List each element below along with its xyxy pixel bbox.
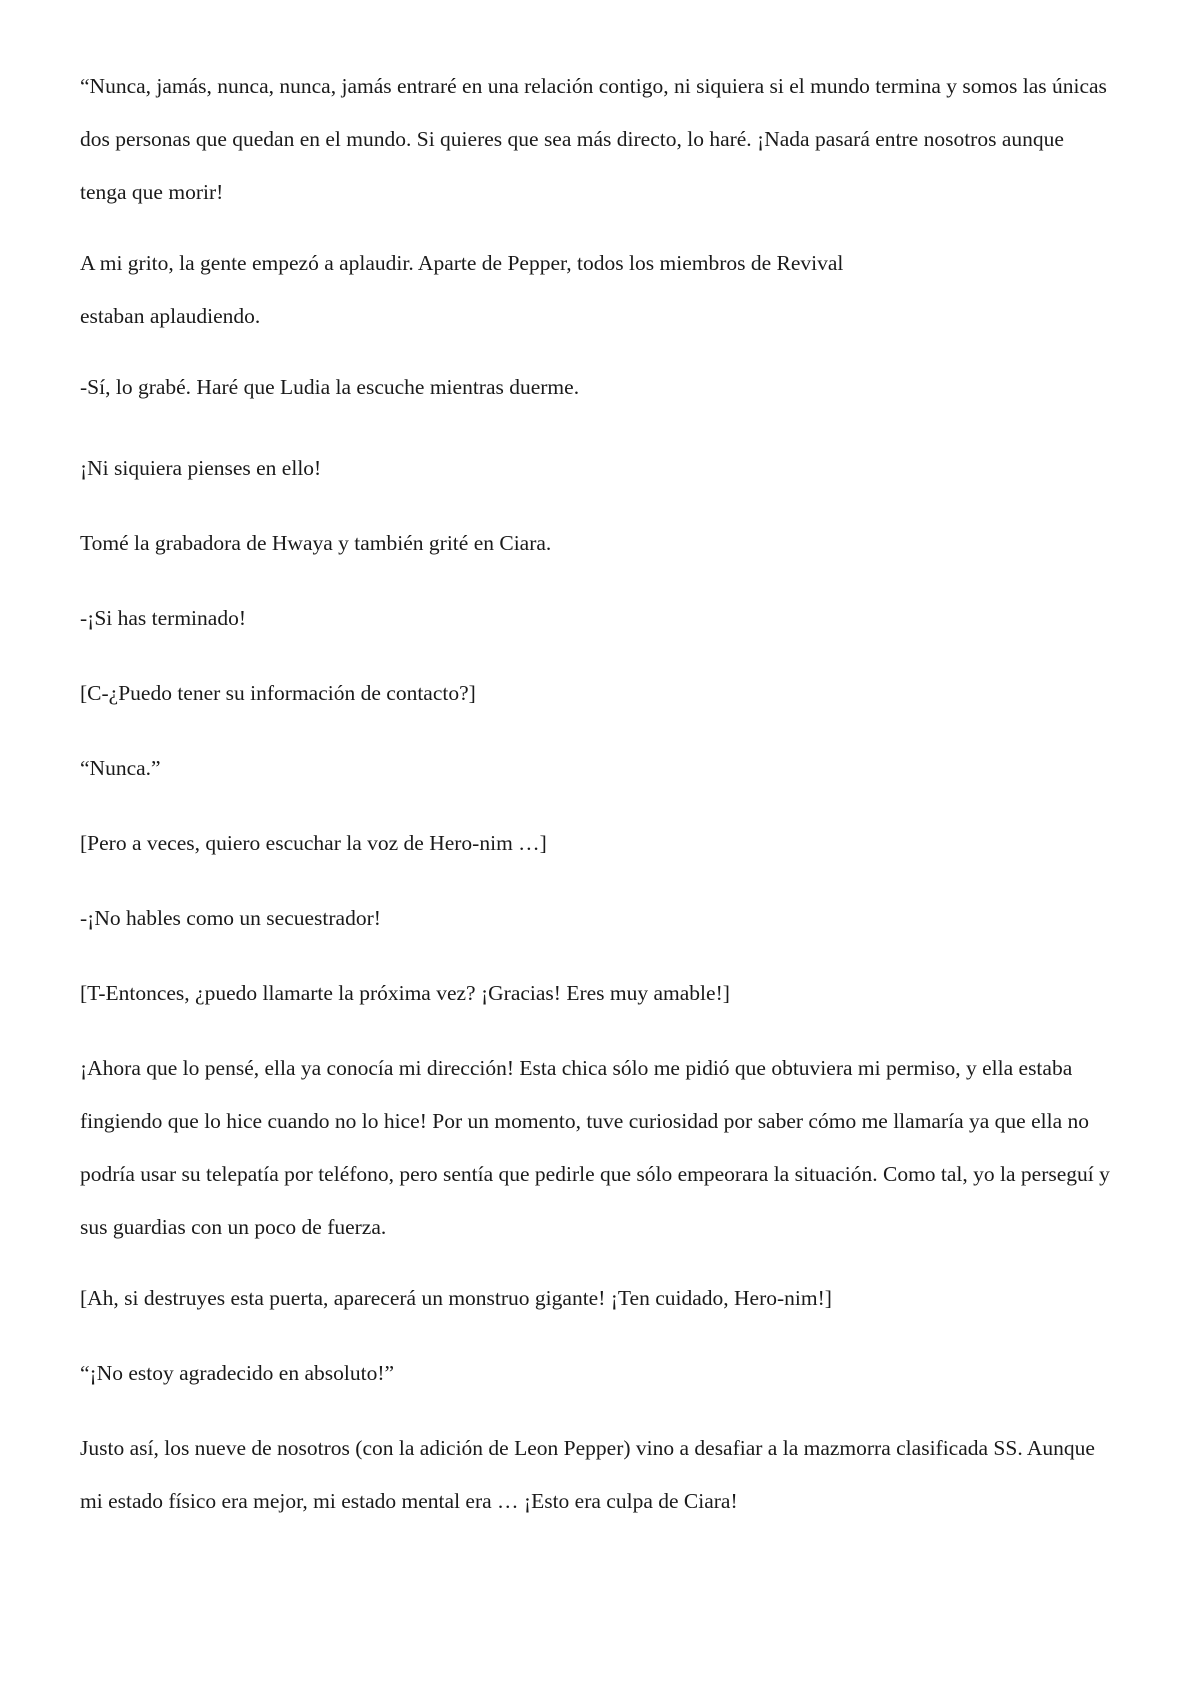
paragraph-10: [Pero a veces, quiero escuchar la voz de Hero-nim …] [80, 831, 547, 855]
paragraph-13: ¡Ahora que lo pensé, ella ya conocía mi dirección! Esta chica sólo me pidió que obtuviera mi permiso, y ella estaba fingiendo que lo hice cuando no lo hice! Por un momento, tuve curiosidad por saber cómo me llamaría ya que ella no podría usar su telepatía por teléfono, pero sentía que pedirle que sólo empeorara la situación. Como tal, yo la perseguí y sus guardias con un poco de fuerza. [80, 1056, 1110, 1239]
paragraph-11: -¡No hables como un secuestrador! [80, 906, 381, 930]
paragraph-5: ¡Ni siquiera pienses en ello! [80, 456, 322, 480]
paragraph-3: estaban aplaudiendo. [80, 304, 261, 328]
paragraph-8: [C-¿Puedo tener su información de contacto?] [80, 681, 476, 705]
paragraph-14: [Ah, si destruyes esta puerta, aparecerá un monstruo gigante! ¡Ten cuidado, Hero-nim!] [80, 1286, 832, 1310]
paragraph-6: Tomé la grabadora de Hwaya y también grité en Ciara. [80, 531, 552, 555]
paragraph-15: “¡No estoy agradecido en absoluto!” [80, 1361, 395, 1385]
paragraph-4: -Sí, lo grabé. Haré que Ludia la escuche mientras duerme. [80, 375, 580, 399]
paragraph-7: -¡Si has terminado! [80, 606, 246, 630]
paragraph-12: [T-Entonces, ¿puedo llamarte la próxima vez? ¡Gracias! Eres muy amable!] [80, 981, 730, 1005]
paragraph-2: A mi grito, la gente empezó a aplaudir. Aparte de Pepper, todos los miembros de Revival [80, 251, 844, 275]
paragraph-16: Justo así, los nueve de nosotros (con la adición de Leon Pepper) vino a desafiar a la mazmorra clasificada SS. Aunque mi estado físico era mejor, mi estado mental era … ¡Esto era culpa de Ciara! [80, 1436, 1095, 1513]
document-page [80, 60, 1110, 1528]
paragraph-1: “Nunca, jamás, nunca, nunca, jamás entraré en una relación contigo, ni siquiera si el mundo termina y somos las únicas dos personas que quedan en el mundo. Si quieres que sea más directo, lo haré. ¡Nada pasará entre nosotros aunque tenga que morir! [80, 74, 1107, 204]
paragraph-9: “Nunca.” [80, 756, 161, 780]
